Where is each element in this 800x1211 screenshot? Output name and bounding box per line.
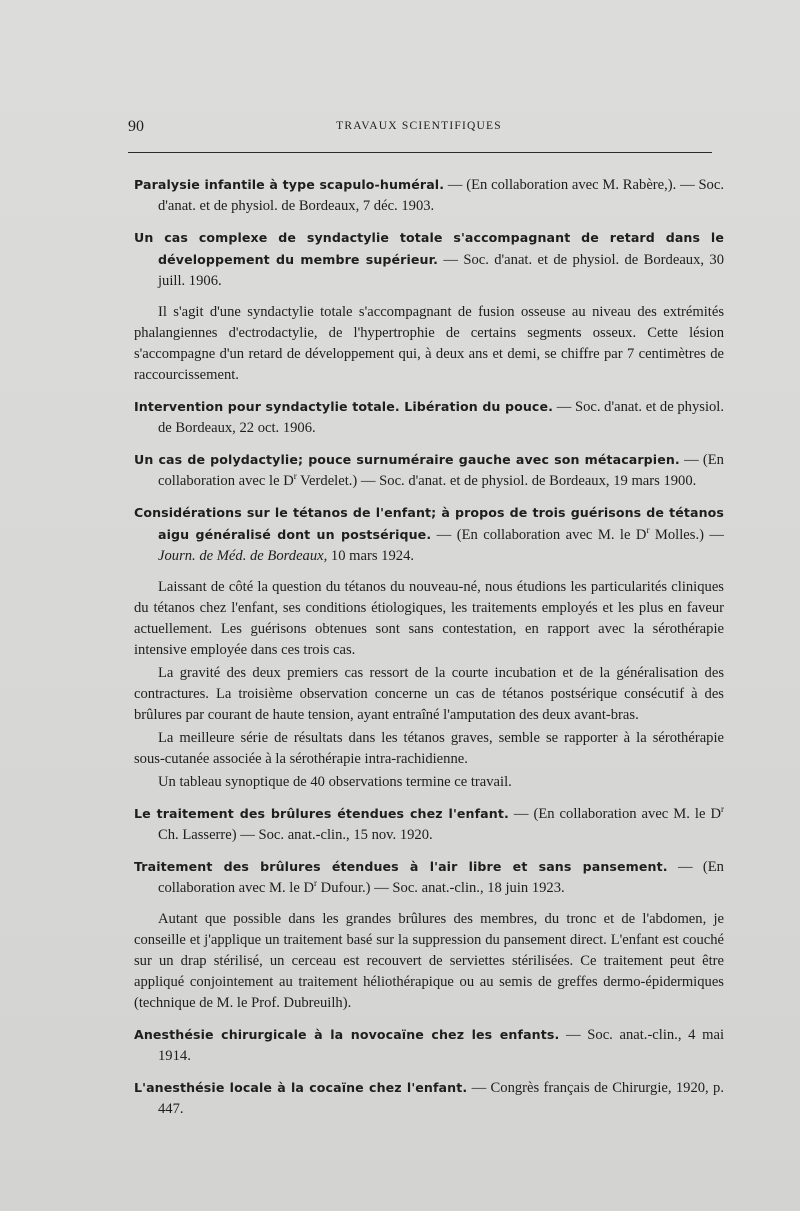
entry-title: Le traitement des brûlures étendues chez l'enfant. [134,806,509,821]
entry-title: Anesthésie chirurgicale à la novocaïne chez les enfants. [134,1027,560,1042]
header-rule [128,152,712,153]
journal-name: Journ. de Méd. de Bordeaux, [158,548,328,564]
entry-title: L'anesthésie locale à la cocaïne chez l'enfant. [134,1080,468,1095]
entry-anesthesie-novocaine [134,1024,724,1067]
entry-reference: — (En collaboration avec M. le $D^r$ Ch. Lasserre) — Soc. anat.-clin., 15 nov. 1920. [158,804,724,843]
entry-title: Paralysie infantile à type scapulo-huméral. [134,177,445,192]
entry-paragraph: Autant que possible dans les grandes brûlures des membres, du tronc et de l'abdomen, je conseille et j'applique un traitement basé sur la suppression du pansement direct. L'enfant est couché sur un drap stérilisé, un cerceau est recouvert de serviettes stérilisées. Ce traitement peut être appliqué conjointement au traitement héliothérapique ou au semis de greffes dermo-épidermiques (technique de M. le Prof. Dubreuilh). [134,911,724,1011]
entry-anesthesie-cocaine [134,1077,724,1120]
entry-paragraph: Il s'agit d'une syndactylie totale s'accompagnant de fusion osseuse au niveau des extrémités phalangiennes d'ectrodactylie, de l'hypertrophie de certains segments osseux. Cette lésion s'accompagne d'un retard de développement qui, à deux ans et demi, se chiffre par 7 centimètres de raccourcissement. [134,304,724,383]
running-title: TRAVAUX SCIENTIFIQUES [336,120,502,132]
entry-title: Un cas de polydactylie; pouce surnuméraire gauche avec son métacarpien. [134,452,680,467]
entry-title: Intervention pour syndactylie totale. Libération du pouce. [134,399,554,414]
entry-reference: — (En collaboration avec le $D^r$ Verdelet.) — Soc. d'anat. et de physiol. de Bordeaux, 19 mars 1900. [158,452,724,489]
entry-reference: — Soc. d'anat. et de physiol. de Bordeaux, 30 juill. 1906. [158,252,724,289]
entry-reference: — Soc. d'anat. et de physiol. de Bordeaux, 22 oct. 1906. [158,399,724,436]
entry-intervention-syndactylie [134,396,724,439]
entry-brulures-traitement [134,803,724,846]
bibliography-list [134,174,724,1130]
entry-title: Considérations sur le tétanos de l'enfant; à propos de trois guérisons de tétanos aigu généralisé dont un postsérique. [134,505,724,542]
entry-reference: — (En collaboration avec M. le $D^r$ Molles.) — Journ. de Méd. de Bordeaux, 10 mars 1924. [158,525,724,564]
entry-reference: — Soc. anat.-clin., 4 mai 1914. [158,1027,724,1064]
entry-brulures-air-libre [134,856,724,899]
entry-paragraph: Un tableau synoptique de 40 observations termine ce travail. [158,774,512,790]
entry-paragraph: Laissant de côté la question du tétanos du nouveau-né, nous étudions les particularités cliniques du tétanos chez l'enfant, ses conditions étiologiques, les traitements employés et les plus en faveur actuellement. Les guérisons obtenues sont sans contestation, en rapport avec la sérothérapie intensive employée dans ces trois cas. [134,579,724,658]
page-number: 90 [128,118,144,135]
entry-reference: — (En collaboration avec M. le $D^r$ Dufour.) — Soc. anat.-clin., 18 juin 1923. [158,859,724,896]
entry-syndactylie-complexe [134,227,724,292]
entry-reference: — Congrès français de Chirurgie, 1920, p. 447. [158,1080,724,1117]
entry-tetanos [134,502,724,567]
entry-paragraph: La gravité des deux premiers cas ressort de la courte incubation et de la généralisation des contractures. La troisième observation concerne un cas de tétanos postsérique consécutif à des brûlures par courant de haute tension, ayant entraîné l'amputation des deux avant-bras. [134,665,724,723]
entry-paralysie [134,174,724,217]
entry-title: Traitement des brûlures étendues à l'air libre et sans pansement. [134,859,668,874]
page-header [128,118,710,138]
entry-paragraph: La meilleure série de résultats dans les tétanos graves, semble se rapporter à la sérothérapie sous-cutanée associée à la sérothérapie intra-rachidienne. [134,730,724,767]
entry-title: Un cas complexe de syndactylie totale s'accompagnant de retard dans le développement du membre supérieur. [134,230,724,267]
entry-polydactylie [134,449,724,492]
entry-reference: — (En collaboration avec M. Rabère,). — Soc. d'anat. et de physiol. de Bordeaux, 7 déc. 1903. [158,177,724,214]
